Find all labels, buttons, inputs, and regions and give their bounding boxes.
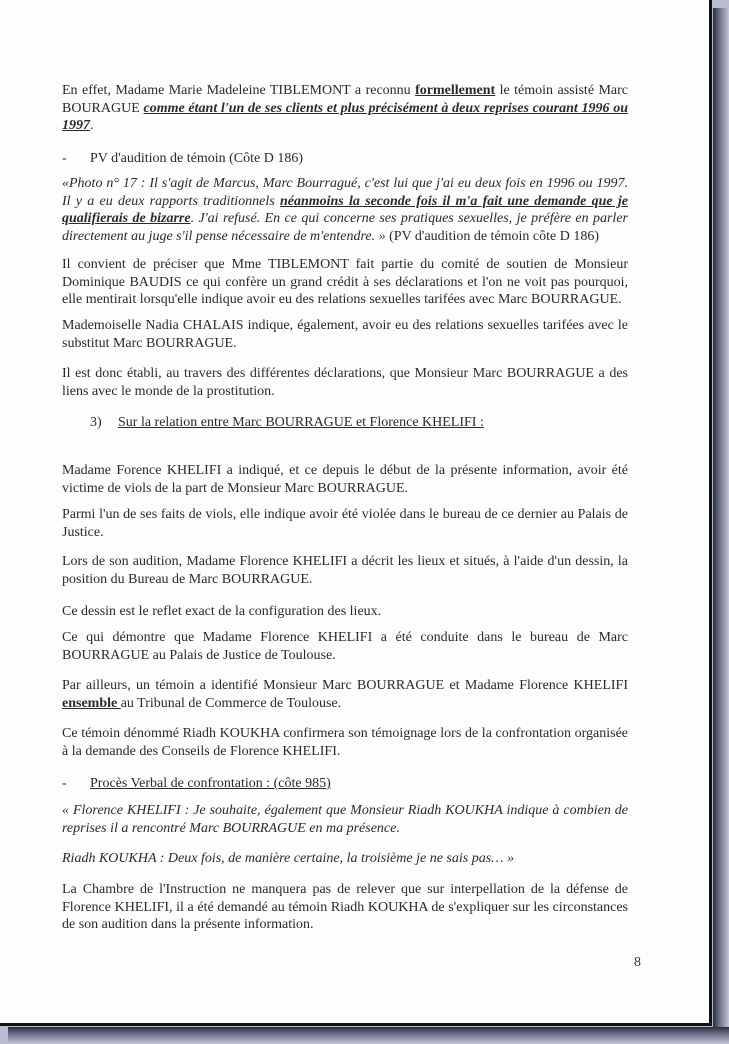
text: En effet, Madame Marie Madeleine TIBLEMONT a reconnu xyxy=(62,83,416,98)
bullet-text: PV d'audition de témoin (Côte D 186) xyxy=(90,151,304,166)
emphasis-text: formellement xyxy=(415,83,496,98)
paragraph-drawing: Lors de son audition, Madame Florence KHELIFI a décrit les lieux et situés, à l'aide d'un dessin, la position du Bureau de Marc BOURRAGUE. xyxy=(62,554,628,587)
paragraph-tiblemont-committee: Il convient de préciser que Mme TIBLEMONT fait partie du comité de soutien de Monsieur Dominique BAUDIS ce qui confère un grand crédit à ses déclarations et l'on ne voit pas pourquoi, elle mentirait lorsqu'elle indique avoir eu des relations sexuelles tarifées avec Marc BOURRAGUE. xyxy=(62,257,628,307)
paragraph-khelifi-victim: Madame Forence KHELIFI a indiqué, et ce depuis le début de la présente information, avoir été victime de viols de la part de Monsieur Marc BOURRAGUE. xyxy=(62,463,628,496)
quote-text: «Photo n° 17 : Il s'agit de Marcus, Marc Bourragué, c'est lui que j'ai eu deux fois en 1996 ou 1997. Il y a eu deux rapports traditionnels xyxy=(62,176,628,209)
quote-text: . J'ai refusé. En ce qui concerne ses pratiques sexuelles, je préfère en parler directement au juge s'il pense nécessaire de m'entendre. » xyxy=(62,211,628,244)
emphasis-text: comme étant l'un de ses clients et plus précisément à deux reprises courant 1996 ou 1997 xyxy=(62,100,628,133)
quote-photo-17 xyxy=(62,175,628,245)
paragraph-tiblemont-recognition xyxy=(62,82,628,135)
citation: (PV d'audition de témoin côte D 186) xyxy=(385,228,600,244)
bullet-text: Procès Verbal de confrontation : (côte 985) xyxy=(90,776,331,791)
quote-khelifi: « Florence KHELIFI : Je souhaite, également que Monsieur Riadh KOUKHA indique à combien de reprises il a rencontré Marc BOURRAGUE en ma présence. xyxy=(62,803,628,836)
emphasis-text: ensemble xyxy=(62,695,121,711)
section-number: 3) xyxy=(90,415,102,430)
paragraph-koukha: Ce témoin dénommé Riadh KOUKHA confirmera son témoignage lors de la confrontation organisée à la demande des Conseils de Florence KHELIFI. xyxy=(62,726,628,759)
page-number: 8 xyxy=(634,955,641,970)
text: au Tribunal de Commerce de Toulouse. xyxy=(120,695,342,711)
paragraph-chambre-instruction: La Chambre de l'Instruction ne manquera pas de relever que sur interpellation de la défense de Florence KHELIFI, il a été demandé au témoin Riadh KOUKHA de s'expliquer sur les circonstances de son audition dans la présente information. xyxy=(62,882,628,932)
paragraph-chalais: Mademoiselle Nadia CHALAIS indique, également, avoir eu des relations sexuelles tarifées avec le substitut Marc BOURRAGUE. xyxy=(62,318,628,351)
page-shadow-right xyxy=(713,8,729,1044)
bullet-dash: - xyxy=(62,776,67,791)
text: . xyxy=(90,118,94,133)
bullet-pv-audition xyxy=(62,150,628,168)
section-title: Sur la relation entre Marc BOURRAGUE et Florence KHELIFI : xyxy=(118,415,484,430)
paragraph-palais-justice: Parmi l'un de ses faits de viols, elle indique avoir été violée dans le bureau de ce dernier au Palais de Justice. xyxy=(62,507,628,540)
bullet-dash: - xyxy=(62,151,67,166)
paragraph-witness-identified xyxy=(62,677,628,712)
text: le témoin assisté Marc BOURAGUE xyxy=(62,83,629,116)
paragraph-conduite: Ce qui démontre que Madame Florence KHELIFI a été conduite dans le bureau de Marc BOURRAGUE au Palais de Justice de Toulouse. xyxy=(62,630,628,663)
section-heading-3 xyxy=(90,414,610,432)
quote-koukha: Riadh KOUKHA : Deux fois, de manière certaine, la troisième je ne sais pas… » xyxy=(62,851,515,866)
paragraph-drawing-exact: Ce dessin est le reflet exact de la configuration des lieux. xyxy=(62,604,382,619)
page-shadow-bottom xyxy=(8,1027,729,1044)
text: Par ailleurs, un témoin a identifié Monsieur Marc BOURRAGUE et Madame Florence KHELIFI xyxy=(62,678,628,693)
emphasis-text: néanmoins la seconde fois il m'a fait une demande que je qualifierais de bizarre xyxy=(62,193,629,226)
paragraph-prostitution-links: Il est donc établi, au travers des différentes déclarations, que Monsieur Marc BOURRAGUE a des liens avec le monde de la prostitution. xyxy=(62,366,628,399)
bullet-pv-confrontation xyxy=(62,775,628,793)
